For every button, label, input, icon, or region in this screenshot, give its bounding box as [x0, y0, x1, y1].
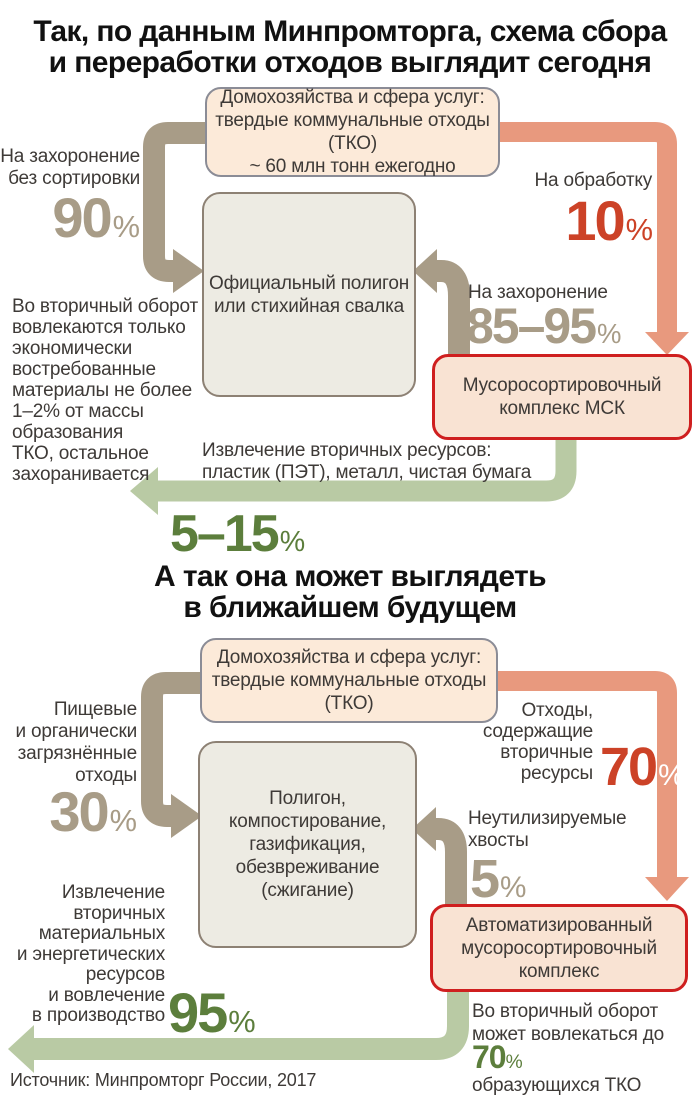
arrow-s1-burial-right	[413, 249, 459, 360]
s1-source-box-line1: Домохозяйства и сфера услуг:	[220, 87, 485, 108]
s2-recyclable-label	[483, 700, 593, 784]
s1-extraction-value: 5–15	[170, 505, 278, 563]
s1-burial-left-line1: На захоронение	[0, 146, 140, 167]
s2-tails-line1: Неутилизируемые	[468, 808, 627, 829]
s1-processing-number	[565, 189, 653, 252]
source-caption: Источник: Минпромторг России, 2017	[10, 1070, 317, 1090]
s2-note-right	[472, 1000, 697, 1097]
s2-extraction-value: 95	[168, 981, 227, 1044]
s1-extraction-line2: пластик (ПЭТ), металл, чистая бумага	[202, 462, 532, 483]
s2-recyclable-number	[600, 737, 685, 797]
s2-recyclable-percent: %	[658, 759, 685, 792]
s2-recyclable-line: Отходы,	[521, 700, 593, 721]
s1-msk-box-line2: комплекс МСК	[499, 398, 625, 419]
s1-note-left	[12, 296, 227, 485]
s2-source-box	[200, 638, 498, 723]
s1-burial-left-value: 90	[52, 186, 111, 249]
s1-burial-left-number	[52, 186, 140, 249]
s1-note-left-line: образования	[12, 422, 124, 443]
s2-msk-box-line1: Автоматизированный	[465, 914, 653, 936]
s1-processing-value: 10	[565, 189, 624, 252]
s1-extraction-number	[170, 505, 306, 563]
s1-note-left-line: 1–2% от массы	[12, 401, 144, 422]
s2-extraction-line: материальных	[38, 923, 165, 944]
s2-food-waste-percent: %	[109, 803, 137, 838]
s2-tails-line2: хвосты	[468, 830, 529, 851]
s2-extraction-percent: %	[228, 1004, 256, 1039]
s2-food-waste-line: отходы	[75, 765, 137, 786]
s2-source-box-line2: твердые коммунальные отходы (ТКО)	[211, 670, 487, 714]
s1-extraction-label	[202, 440, 531, 484]
s2-food-waste-value: 30	[49, 780, 108, 843]
s2-note-right-line2-text: может вовлекаться до	[472, 1024, 665, 1045]
s2-tails-number	[470, 849, 527, 909]
s1-note-left-line: вовлекаются только	[12, 317, 186, 338]
s1-burial-left-line2: без сортировки	[8, 168, 140, 189]
s1-processing-percent: %	[625, 212, 653, 247]
s2-tails-percent: %	[500, 871, 527, 904]
s2-tails-value: 5	[470, 849, 499, 909]
section1-title	[0, 16, 700, 78]
s2-tails-label	[468, 808, 626, 852]
s1-burial-right-value: 85–95	[466, 298, 596, 354]
s1-source-box-line2: твердые коммунальные отходы (ТКО)	[215, 110, 490, 154]
s2-landfill-box-line4: обезвреживание	[235, 857, 380, 878]
s2-extraction-line: Извлечение	[61, 882, 165, 903]
s2-extraction-label	[17, 883, 165, 1027]
s2-source-box-line1: Домохозяйства и сфера услуг:	[216, 647, 482, 668]
s1-landfill-box	[202, 192, 416, 397]
s2-landfill-box-line3: газификация,	[249, 834, 366, 855]
s2-extraction-line: в производство	[31, 1005, 165, 1026]
s2-recyclable-line: вторичные	[500, 742, 593, 763]
section1-title-line2: и переработки отходов выглядит сегодня	[48, 46, 652, 79]
s1-note-left-line: материалы не более	[12, 380, 193, 401]
arrow-s1-burial-left	[154, 133, 205, 293]
s2-landfill-box-line2: компостирование,	[228, 811, 387, 832]
arrow-s2-food-waste	[152, 683, 202, 838]
s2-food-waste-line: загрязнённые	[17, 743, 137, 764]
s2-note-right-inline-number	[472, 1039, 522, 1075]
s1-note-left-line: Во вторичный оборот	[12, 296, 199, 317]
s2-extraction-line: и энергетических	[16, 943, 165, 965]
s2-extraction-line: вторичных	[73, 902, 165, 924]
s1-source-box-line3: ~ 60 млн тонн ежегодно	[249, 156, 456, 177]
s1-note-left-line: экономически	[12, 338, 133, 359]
s2-recyclable-line: ресурсы	[520, 763, 593, 784]
s1-source-box	[205, 87, 500, 177]
s1-burial-left-percent: %	[112, 209, 140, 244]
s1-burial-right-number	[466, 298, 622, 354]
s2-food-waste-line: Пищевые	[53, 699, 137, 720]
s2-extraction-line: ресурсов	[85, 964, 165, 985]
s2-msk-box	[430, 904, 688, 992]
s1-extraction-percent: %	[279, 526, 306, 558]
s1-msk-box	[432, 354, 692, 440]
s1-burial-right-label: На захоронение	[468, 282, 608, 303]
s1-note-left-line: захоранивается	[12, 464, 150, 485]
s1-msk-box-line1: Мусоросортировочный	[462, 375, 662, 396]
s2-extraction-number	[168, 981, 256, 1044]
s2-note-right-inline-value: 70	[472, 1039, 506, 1075]
section2-title-line2: в ближайшем будущем	[183, 591, 517, 624]
s2-msk-box-line2: мусоросортировочный	[461, 937, 657, 959]
s1-processing-label: На обработку	[534, 170, 652, 191]
s2-landfill-box	[198, 741, 417, 948]
s2-note-right-line3: образующихся ТКО	[472, 1075, 642, 1096]
s2-note-right-line1: Во вторичный оборот	[472, 1001, 659, 1022]
s2-note-right-line2	[472, 1023, 697, 1074]
s2-extraction-line: и вовлечение	[48, 984, 165, 1006]
s2-msk-box-line3: комплекс	[518, 960, 600, 982]
s1-note-left-line: ТКО, остальное	[12, 443, 149, 464]
s1-extraction-line1: Извлечение вторичных ресурсов:	[202, 440, 492, 461]
s2-food-waste-label	[15, 699, 137, 787]
s2-landfill-box-line1: Полигон,	[269, 788, 346, 809]
s1-note-left-line: востребованные	[12, 359, 156, 380]
arrow-s2-tails	[412, 807, 456, 910]
section2-title-line1: А так она может выглядеть	[154, 560, 546, 593]
s2-note-right-inline-percent: %	[505, 1052, 522, 1073]
s2-landfill-box-line5: (сжигание)	[261, 880, 354, 901]
section2-title	[0, 561, 700, 623]
s2-recyclable-value: 70	[600, 737, 657, 797]
s2-food-waste-line: и органически	[15, 721, 137, 742]
s2-food-waste-number	[49, 780, 137, 843]
s1-burial-right-percent: %	[597, 318, 622, 349]
section1-title-line1: Так, по данным Минпромторга, схема сбора	[33, 15, 667, 48]
s2-recyclable-line: содержащие	[482, 721, 593, 742]
s1-burial-left-label	[0, 146, 140, 190]
s1-landfill-box-line1: Официальный полигон	[208, 272, 410, 294]
s1-landfill-box-line2: или стихийная свалка	[213, 295, 405, 317]
